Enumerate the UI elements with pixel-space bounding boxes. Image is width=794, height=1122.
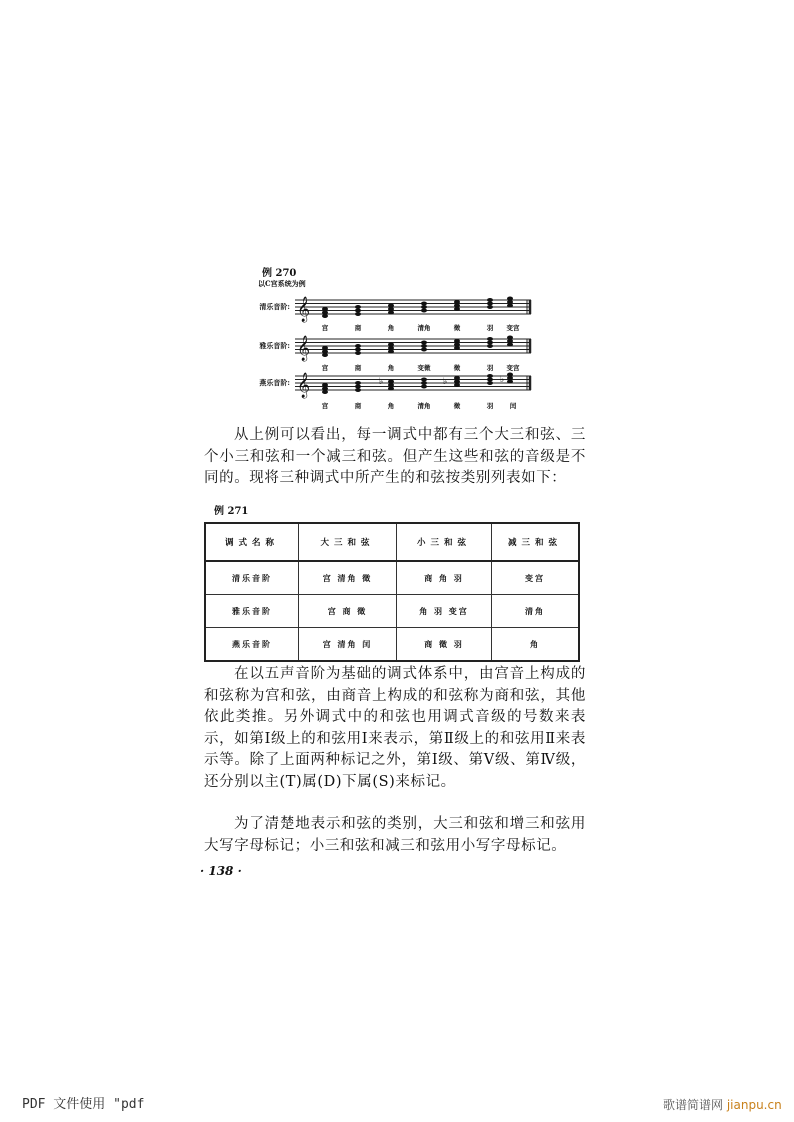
table-cell: 清角	[492, 595, 580, 628]
svg-text:♭: ♭	[443, 377, 448, 387]
paragraph-1: 从上例可以看出，每一调式中都有三个大三和弦、三个小三和弦和一个减三和弦。但产生这些和弦的音级是不同的。现将三种调式中所产生的和弦按类别列表如下：	[204, 427, 586, 486]
paragraph-2: 在以五声音阶为基础的调式体系中，由宫音上构成的和弦称为宫和弦，由商音上构成的和弦称为商和弦，其他依此类推。另外调式中的和弦也用调式音级的号数来表示，如第Ⅰ级上的和弦用Ⅰ来表示，第Ⅱ级上的和弦用Ⅱ来表示等。除了上面两种标记之外，第Ⅰ级、第Ⅴ级、第Ⅳ级，还分别以主(T)属(D)下属(S)来标记。	[204, 666, 586, 790]
page-number: · 138 ·	[200, 864, 242, 878]
svg-text:𝄞: 𝄞	[297, 373, 311, 398]
example-270-subtitle: 以C宫系统为例	[258, 279, 306, 288]
table-row	[205, 561, 579, 595]
watermark-cn: 歌谱简谱网	[663, 1098, 727, 1112]
table-cell: 清乐音阶	[205, 561, 299, 595]
table-header: 减三和弦	[492, 523, 580, 561]
table-row	[205, 628, 579, 662]
table-cell: 宫 清角 闰	[299, 628, 397, 662]
note-label: 徵	[453, 364, 461, 372]
note-label: 角	[387, 402, 395, 410]
note-label: 商	[354, 364, 362, 372]
note-label: 羽	[486, 324, 494, 332]
table-header: 小三和弦	[397, 523, 492, 561]
table-header-row	[205, 523, 579, 561]
svg-text:♭: ♭	[379, 377, 384, 387]
staff-yayue	[295, 336, 531, 361]
table-row	[205, 595, 579, 628]
music-staff-icon	[295, 370, 531, 400]
table-cell: 商 角 羽	[397, 561, 492, 595]
note-label: 清角	[417, 402, 431, 410]
music-staff-icon	[295, 294, 531, 324]
table-cell: 商 徵 羽	[397, 628, 492, 662]
note-label: 宫	[321, 324, 329, 332]
table-cell: 角 羽 变宫	[397, 595, 492, 628]
table-cell: 变宫	[492, 561, 580, 595]
svg-text:♭: ♭	[500, 375, 505, 385]
note-label: 清角	[417, 324, 431, 332]
example-271-label: 例 271	[214, 506, 249, 517]
note-label: 徵	[453, 324, 461, 332]
note-label: 羽	[486, 402, 494, 410]
chord-table	[204, 522, 580, 662]
staff-label-yanyue: 燕乐音阶:	[259, 378, 290, 387]
example-270-label: 例 270	[262, 268, 297, 279]
table-header: 大三和弦	[299, 523, 397, 561]
footer-pdf-notice: PDF 文件使用 "pdf	[22, 1097, 145, 1112]
note-label: 羽	[486, 364, 494, 372]
table-cell: 燕乐音阶	[205, 628, 299, 662]
music-staff-icon	[295, 333, 531, 363]
note-label: 宫	[321, 364, 329, 372]
table-cell: 雅乐音阶	[205, 595, 299, 628]
note-label: 商	[354, 402, 362, 410]
table-cell: 宫 清角 徵	[299, 561, 397, 595]
note-label: 变宫	[506, 364, 520, 372]
note-label: 角	[387, 364, 395, 372]
watermark-site: jianpu.cn	[726, 1098, 782, 1112]
staff-label-qingyue: 清乐音阶:	[259, 302, 290, 311]
note-label: 闰	[509, 402, 517, 410]
note-label: 变宫	[506, 324, 520, 332]
table-cell: 宫 商 徵	[299, 595, 397, 628]
note-label: 角	[387, 324, 395, 332]
footer-watermark	[663, 1096, 782, 1113]
note-label: 变徵	[417, 364, 431, 372]
staff-qingyue	[295, 297, 531, 322]
table-header: 调式名称	[205, 523, 299, 561]
svg-text:𝄞: 𝄞	[297, 336, 311, 361]
staff-label-yayue: 雅乐音阶:	[259, 341, 290, 350]
svg-text:𝄞: 𝄞	[297, 297, 311, 322]
note-label: 宫	[321, 402, 329, 410]
note-label: 商	[354, 324, 362, 332]
note-label: 徵	[453, 402, 461, 410]
table-cell: 角	[492, 628, 580, 662]
paragraph-3: 为了清楚地表示和弦的类别，大三和弦和增三和弦用大写字母标记；小三和弦和减三和弦用小写字母标记。	[204, 816, 586, 854]
staff-yanyue	[295, 373, 531, 398]
